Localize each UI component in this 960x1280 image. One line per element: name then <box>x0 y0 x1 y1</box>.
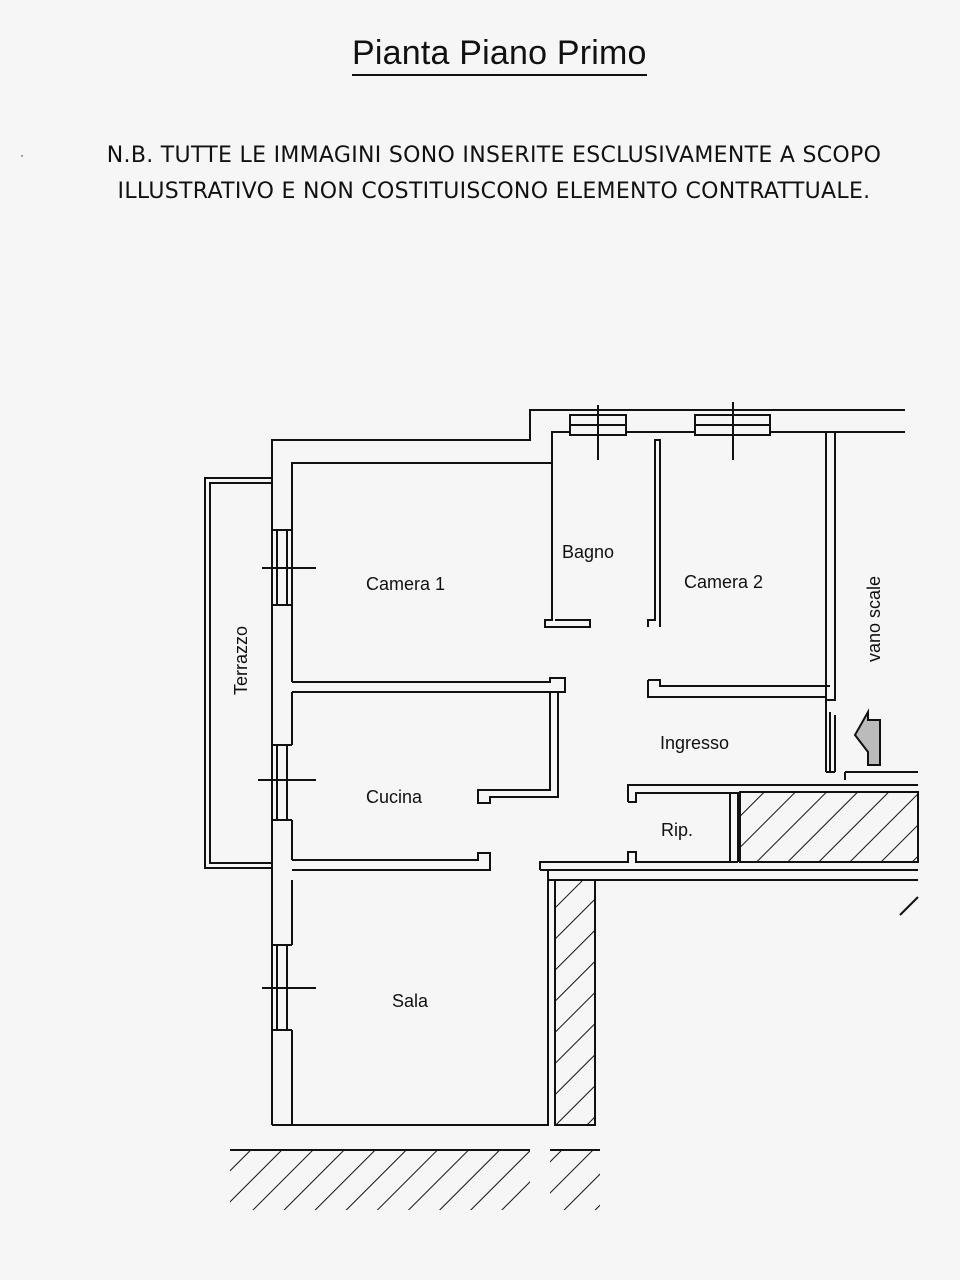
room-label-cucina: Cucina <box>366 787 423 807</box>
room-label-camera-2: Camera 2 <box>684 572 764 592</box>
hatched-structure <box>230 792 918 1210</box>
room-label-camera-1: Camera 1 <box>366 574 446 594</box>
disclaimer-note: N.B. TUTTE LE IMMAGINI SONO INSERITE ESCLUSIVAMENTE A SCOPO ILLUSTRATIVO E NON COSTITUISCONO ELEMENTO CONTRATTUALE. <box>106 143 882 204</box>
page-title: Pianta Piano Primo <box>352 34 647 76</box>
bullet-mark: · <box>20 148 24 162</box>
room-label-ingresso: Ingresso <box>660 733 730 753</box>
room-label-bagno: Bagno <box>562 542 615 562</box>
room-label-terrazzo: Terrazzo <box>231 625 251 695</box>
room-label-vano-scale: vano scale <box>864 575 884 662</box>
room-label-sala: Sala <box>392 991 429 1011</box>
room-label-rip: Rip. <box>661 820 694 840</box>
